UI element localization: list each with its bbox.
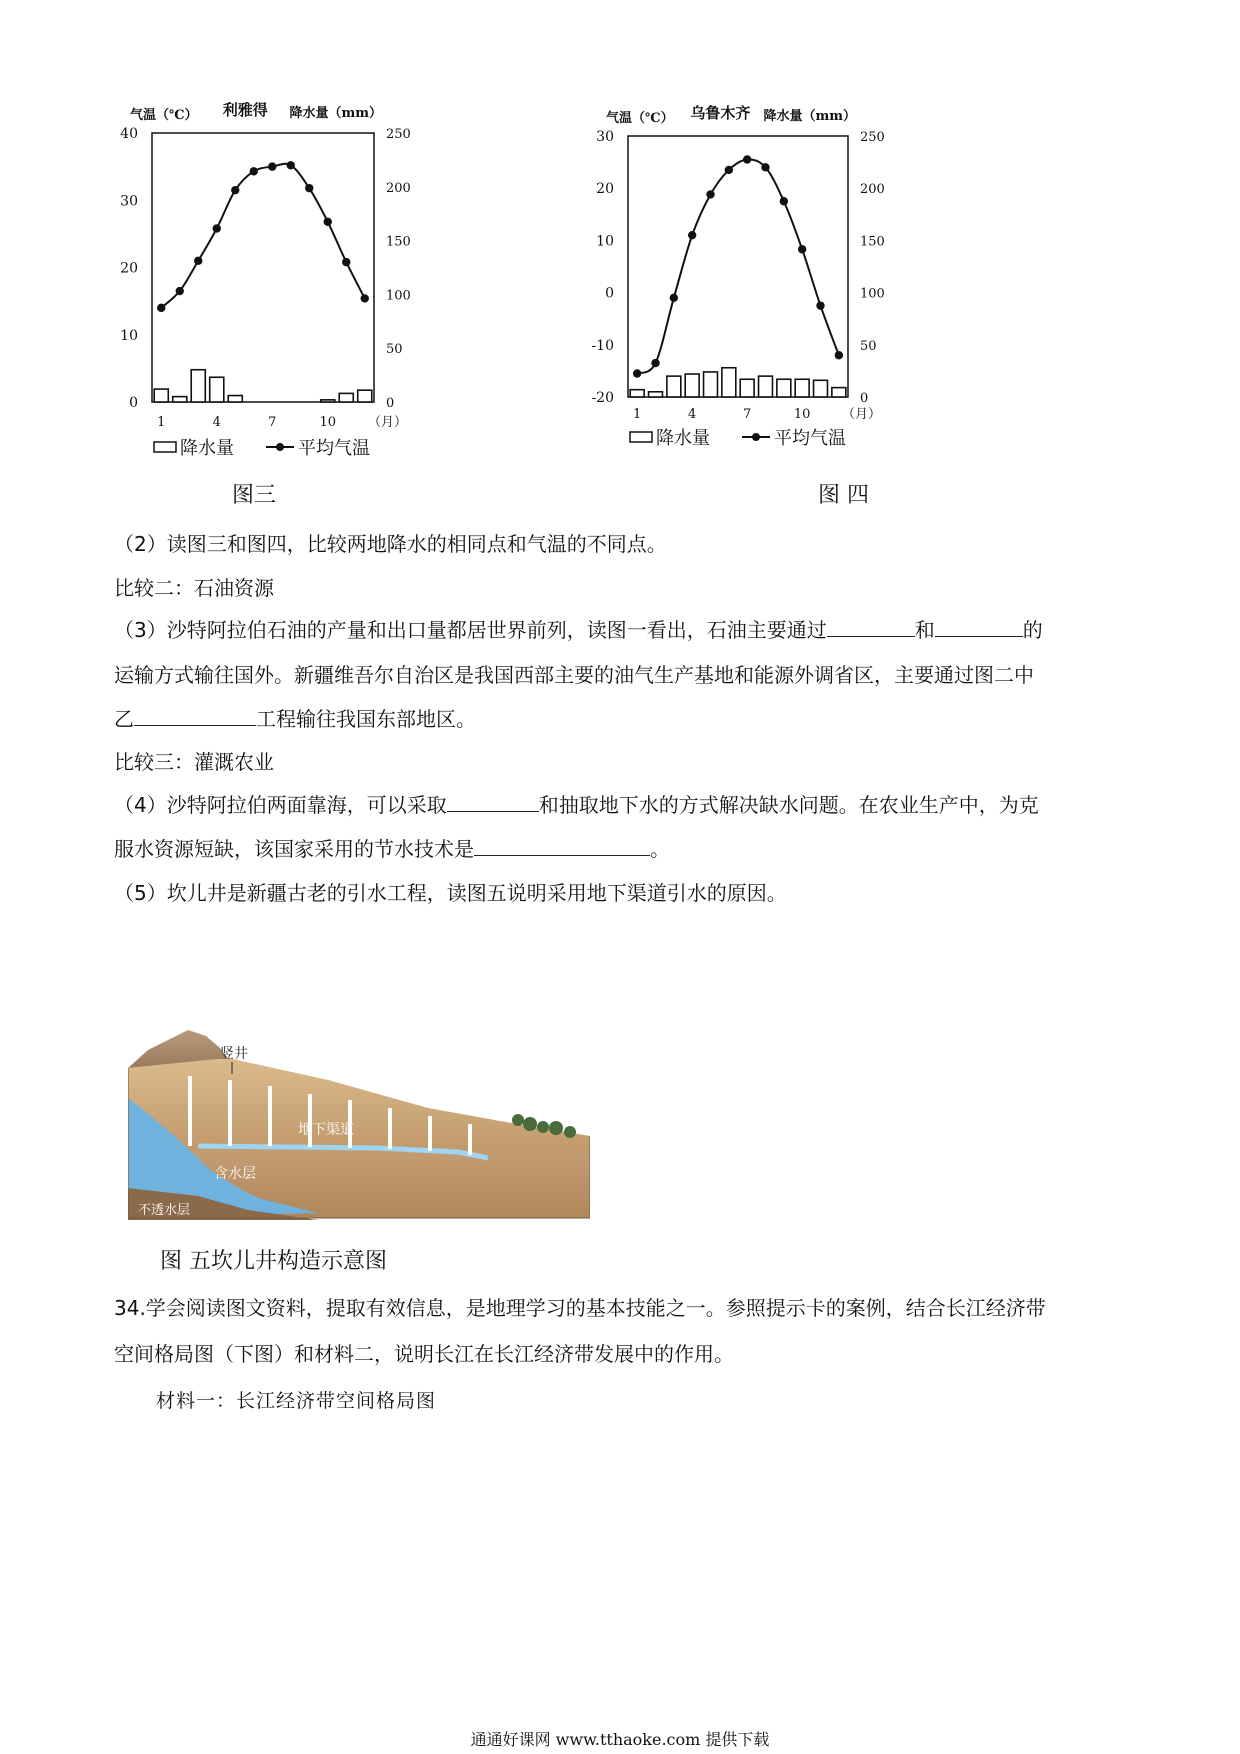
x-tick-label: 10 xyxy=(793,407,811,422)
temperature-point xyxy=(250,167,258,175)
q3-text-a: （3）沙特阿拉伯石油的产量和出口量都居世界前列，读图一看出，石油主要通过 xyxy=(114,618,827,642)
precip-bar xyxy=(630,390,644,397)
right-tick-label: 250 xyxy=(860,130,885,145)
right-tick-label: 0 xyxy=(860,391,869,406)
temperature-point xyxy=(688,231,696,239)
left-axis-label: 气温（℃） xyxy=(130,108,198,123)
q3-text-e: 工程输往我国东部地区。 xyxy=(256,707,476,731)
temperature-point xyxy=(633,369,641,377)
label-channel: 地下渠道 xyxy=(298,1121,354,1137)
temperature-point xyxy=(231,186,239,194)
question-34-line1: 34.学会阅读图文资料，提取有效信息，是地理学习的基本技能之一。参照提示卡的案例，结合长江经济带 xyxy=(114,1296,1046,1320)
left-tick-label: 40 xyxy=(120,126,138,142)
temperature-point xyxy=(798,245,806,253)
question-3-line1 xyxy=(114,616,1043,644)
precip-bar xyxy=(814,380,828,397)
climate-chart-urumqi xyxy=(588,100,928,475)
legend-bar-label: 降水量 xyxy=(656,428,710,449)
precip-bar xyxy=(339,393,353,402)
left-tick-label: 0 xyxy=(129,395,138,411)
right-tick-label: 100 xyxy=(860,286,885,302)
plot-frame xyxy=(152,133,374,402)
figure3-caption: 图三 xyxy=(232,483,277,508)
label-shaft: 竖井 xyxy=(220,1045,248,1061)
comparison-3-heading: 比较三：灌溉农业 xyxy=(114,750,274,774)
temperature-point xyxy=(670,294,678,302)
x-unit-label: （月） xyxy=(842,407,882,422)
figure5-caption: 图 五坎儿井构造示意图 xyxy=(160,1249,387,1274)
climate-chart-riyadh xyxy=(110,100,450,480)
temperature-point xyxy=(761,163,769,171)
question-4-line2 xyxy=(114,835,670,863)
q4-text-c: 服水资源短缺，该国家采用的节水技术是 xyxy=(114,837,474,861)
precip-bar xyxy=(191,370,205,402)
question-3-line3 xyxy=(114,705,476,733)
legend-bar-swatch xyxy=(630,432,652,442)
temperature-point xyxy=(361,294,369,302)
precip-bar xyxy=(649,392,663,397)
temperature-point xyxy=(157,304,165,312)
legend-bar-swatch xyxy=(154,442,176,452)
x-unit-label: （月） xyxy=(368,415,408,430)
left-tick-label: -10 xyxy=(591,337,614,354)
precip-bar xyxy=(667,376,681,397)
x-tick-label: 7 xyxy=(743,407,752,422)
q4-text-a: （4）沙特阿拉伯两面靠海，可以采取 xyxy=(114,793,447,817)
precip-bar xyxy=(777,379,791,397)
left-tick-label: -20 xyxy=(591,390,614,406)
precip-bar xyxy=(173,397,187,402)
precip-bar xyxy=(759,376,773,397)
temperature-point xyxy=(706,190,714,198)
right-axis-label: 降水量（mm） xyxy=(763,109,856,124)
temperature-point xyxy=(835,351,843,359)
question-34-line2: 空间格局图（下图）和材料二，说明长江在长江经济带发展中的作用。 xyxy=(114,1342,734,1366)
chart-title: 乌鲁木齐 xyxy=(690,104,751,122)
q3-blank-2[interactable] xyxy=(935,616,1023,637)
precip-bar xyxy=(228,396,242,402)
left-axis-label: 气温（℃） xyxy=(606,111,674,126)
left-tick-label: 20 xyxy=(596,181,614,198)
q4-text-b: 和抽取地下水的方式解决缺水问题。在农业生产中，为克 xyxy=(538,793,1039,817)
left-tick-label: 10 xyxy=(120,327,138,344)
legend-line-label: 平均气温 xyxy=(774,428,846,449)
temperature-point xyxy=(213,224,221,232)
right-tick-label: 0 xyxy=(386,396,395,411)
q3-blank-3[interactable] xyxy=(134,705,256,726)
right-axis-label: 降水量（mm） xyxy=(289,106,382,121)
right-tick-label: 50 xyxy=(386,342,403,358)
precip-bar xyxy=(704,372,718,397)
q4-blank-2[interactable] xyxy=(474,835,650,856)
legend-line-label: 平均气温 xyxy=(298,438,370,459)
precip-bar xyxy=(210,377,224,402)
temperature-point xyxy=(743,155,751,163)
precip-bar xyxy=(832,388,846,397)
q3-text-c: 的 xyxy=(1022,618,1043,642)
left-tick-label: 0 xyxy=(605,285,614,302)
q3-text-d: 乙 xyxy=(114,707,134,731)
precip-bar xyxy=(358,390,372,402)
x-tick-label: 4 xyxy=(212,415,221,430)
temperature-line xyxy=(161,164,365,308)
temperature-point xyxy=(651,359,659,367)
right-tick-label: 200 xyxy=(860,182,885,198)
material-1-heading: 材料一：长江经济带空间格局图 xyxy=(156,1390,437,1412)
left-tick-label: 10 xyxy=(596,233,614,250)
figure4-caption: 图 四 xyxy=(818,483,869,508)
temperature-point xyxy=(268,162,276,170)
question-5: （5）坎儿井是新疆古老的引水工程，读图五说明采用地下渠道引水的原因。 xyxy=(114,881,787,905)
x-tick-label: 1 xyxy=(157,415,166,430)
q3-blank-1[interactable] xyxy=(827,616,915,637)
temperature-point xyxy=(176,287,184,295)
x-tick-label: 4 xyxy=(688,407,697,422)
right-tick-label: 50 xyxy=(860,338,877,354)
q4-text-d: 。 xyxy=(650,837,670,861)
temperature-point xyxy=(324,218,332,226)
x-tick-label: 1 xyxy=(633,407,642,422)
comparison-2-heading: 比较二：石油资源 xyxy=(114,576,274,600)
x-tick-label: 7 xyxy=(268,415,277,430)
q4-blank-1[interactable] xyxy=(447,791,539,812)
temperature-point xyxy=(194,257,202,265)
right-tick-label: 250 xyxy=(386,127,411,142)
left-tick-label: 30 xyxy=(120,193,138,210)
temperature-line xyxy=(637,159,839,373)
temperature-point xyxy=(816,301,824,309)
right-tick-label: 100 xyxy=(386,288,411,304)
question-4-line1 xyxy=(114,791,1039,819)
precip-bar xyxy=(795,379,809,397)
plot-frame xyxy=(628,136,848,397)
label-impermeable: 不透水层 xyxy=(138,1202,191,1217)
right-tick-label: 200 xyxy=(386,180,411,196)
right-tick-label: 150 xyxy=(860,234,885,250)
temperature-point xyxy=(342,258,350,266)
precip-bar xyxy=(321,400,335,402)
precip-bar xyxy=(722,368,736,397)
precip-bar xyxy=(685,374,699,397)
chart-title: 利雅得 xyxy=(222,101,268,119)
question-3-line2: 运输方式输往国外。新疆维吾尔自治区是我国西部主要的油气生产基地和能源外调省区，主要通过图二中 xyxy=(114,663,1034,687)
precip-bar xyxy=(740,379,754,397)
q3-text-b: 和 xyxy=(914,618,935,642)
temperature-point xyxy=(780,197,788,205)
legend-line-marker xyxy=(752,433,760,441)
legend-bar-label: 降水量 xyxy=(180,438,234,459)
x-tick-label: 10 xyxy=(319,415,337,430)
legend-line-marker xyxy=(276,443,284,451)
question-2: （2）读图三和图四，比较两地降水的相同点和气温的不同点。 xyxy=(114,532,667,556)
page-footer: 通通好课网 www.tthaoke.com 提供下载 xyxy=(470,1730,770,1749)
temperature-point xyxy=(725,166,733,174)
right-tick-label: 150 xyxy=(386,234,411,250)
precip-bar xyxy=(154,389,168,402)
left-tick-label: 20 xyxy=(120,260,138,277)
karez-diagram xyxy=(128,1028,590,1238)
temperature-point xyxy=(287,161,295,169)
left-tick-label: 30 xyxy=(596,129,614,145)
label-aquifer: 含水层 xyxy=(214,1165,256,1181)
temperature-point xyxy=(305,184,313,192)
